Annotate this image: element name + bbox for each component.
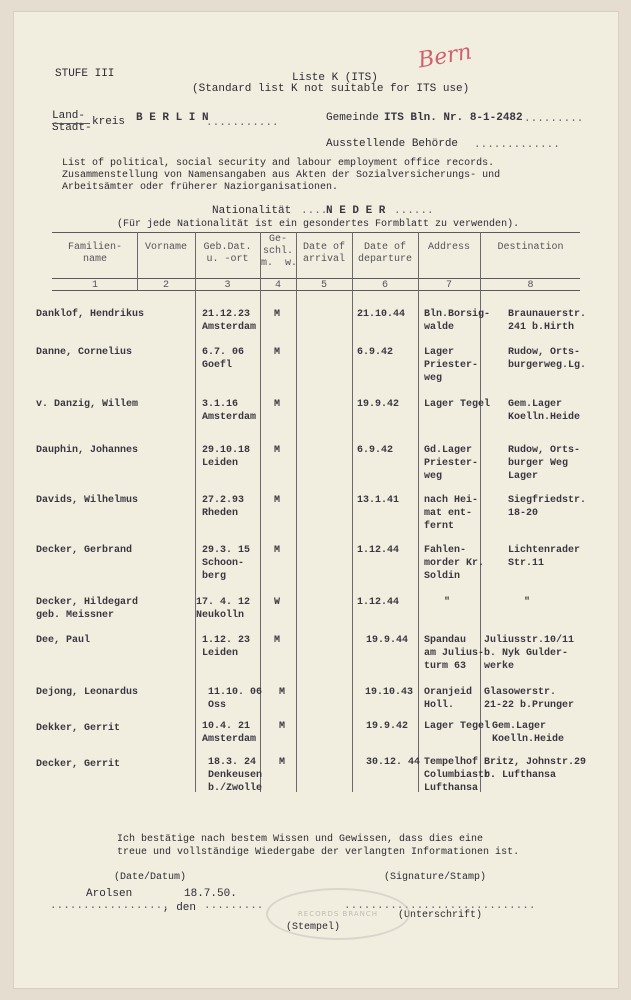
- row-11-departure: 30.12. 44: [366, 757, 421, 768]
- row-6-departure: 1.12.44: [357, 545, 400, 556]
- row-1-birth: 21.12.23 Amsterdam: [202, 309, 257, 333]
- row-9-departure: 19.10.43: [365, 687, 414, 698]
- col-num-5: 5: [320, 280, 327, 291]
- row-4-departure: 6.9.42: [357, 445, 394, 456]
- nationality-dots-2: ......: [394, 205, 434, 217]
- description-line-1: List of political, social security and labour employment office records.: [62, 158, 495, 169]
- row-7-destination: ": [524, 597, 531, 608]
- signature-dots: .............................: [344, 900, 536, 912]
- row-3-sex: M: [274, 399, 281, 410]
- row-10-destination: Gem.Lager Koelln.Heide: [492, 721, 565, 745]
- den-label: , den: [163, 902, 197, 914]
- row-4-sex: M: [274, 445, 281, 456]
- col-num-8: 8: [527, 280, 534, 291]
- ausstellende-dots: .............: [474, 139, 560, 151]
- table-top-border: [52, 232, 580, 233]
- row-5-destination: Siegfriedstr. 18-20: [508, 495, 587, 519]
- liste-subtitle: (Standard list K not suitable for ITS use): [192, 83, 470, 95]
- col-header-address: Address: [427, 242, 470, 253]
- stadt-label: Stadt-: [52, 122, 92, 134]
- col-num-4: 4: [274, 280, 281, 291]
- row-5-name: Davids, Wilhelmus: [36, 495, 139, 506]
- row-10-departure: 19.9.42: [366, 721, 409, 732]
- row-4-destination: Rudow, Orts- burger Weg Lager: [508, 445, 581, 482]
- nationality-label: Nationalität: [212, 205, 292, 217]
- row-8-departure: 19.9.44: [366, 635, 409, 646]
- row-2-destination: Rudow, Orts- burgerweg.Lg.: [508, 347, 587, 371]
- col-header-destination: Destination: [497, 242, 564, 253]
- row-6-address: Fahlen- morder Kr. Soldin: [424, 545, 485, 582]
- col-divider-5: [352, 232, 353, 792]
- col-num-6: 6: [381, 280, 388, 291]
- table-header-border: [52, 278, 580, 279]
- row-4-address: Gd.Lager Priester- weg: [424, 445, 479, 482]
- row-5-departure: 13.1.41: [357, 495, 400, 506]
- col-header-vorname: Vorname: [144, 242, 187, 253]
- gemeinde-value: ITS Bln. Nr. 8-1-2482: [384, 112, 523, 124]
- row-11-birth: 18.3. 24 Denkeusen b./Zwolle: [208, 757, 263, 794]
- row-5-birth: 27.2.93 Rheden: [202, 495, 245, 519]
- nationality-dots-1: ....: [301, 205, 328, 217]
- row-4-name: Dauphin, Johannes: [36, 445, 139, 456]
- row-8-birth: 1.12. 23 Leiden: [202, 635, 251, 659]
- row-8-destination: Juliusstr.10/11 b. Nyk Gulder- werke: [484, 635, 575, 672]
- row-3-birth: 3.1.16 Amsterdam: [202, 399, 257, 423]
- liste-title: Liste K (ITS): [292, 72, 378, 84]
- row-3-name: v. Danzig, Willem: [36, 399, 139, 410]
- col-num-3: 3: [224, 280, 231, 291]
- document-sheet: [14, 12, 618, 988]
- row-10-birth: 10.4. 21 Amsterdam: [202, 721, 257, 745]
- row-1-address: Bln.Borsig- walde: [424, 309, 491, 333]
- row-3-departure: 19.9.42: [357, 399, 400, 410]
- row-2-departure: 6.9.42: [357, 347, 394, 358]
- row-9-address: Oranjeid Holl.: [424, 687, 473, 711]
- row-11-name: Decker, Gerrit: [36, 759, 121, 770]
- row-6-birth: 29.3. 15 Schoon- berg: [202, 545, 251, 582]
- row-4-birth: 29.10.18 Leiden: [202, 445, 251, 469]
- row-10-address: Lager Tegel: [424, 721, 491, 732]
- row-11-destination: Britz, Johnstr.29 b. Lufthansa: [484, 757, 587, 781]
- row-3-destination: Gem.Lager Koelln.Heide: [508, 399, 581, 423]
- row-9-sex: M: [279, 687, 286, 698]
- col-header-arrival: Date of arrival: [302, 242, 345, 265]
- row-8-sex: M: [274, 635, 281, 646]
- kreis-dots: ...........: [206, 117, 279, 129]
- row-2-address: Lager Priester- weg: [424, 347, 479, 384]
- row-1-sex: M: [274, 309, 281, 320]
- gemeinde-label: Gemeinde: [326, 112, 379, 124]
- col-header-departure: Date of departure: [357, 242, 412, 265]
- row-2-birth: 6.7. 06 Goefl: [202, 347, 245, 371]
- row-9-destination: Glasowerstr. 21-22 b.Prunger: [484, 687, 575, 711]
- row-1-departure: 21.10.44: [357, 309, 406, 320]
- row-7-departure: 1.12.44: [357, 597, 400, 608]
- row-1-name: Danklof, Hendrikus: [36, 309, 145, 320]
- row-6-name: Decker, Gerbrand: [36, 545, 133, 556]
- signature-label: (Signature/Stamp): [384, 872, 487, 883]
- row-9-name: Dejong, Leonardus: [36, 687, 139, 698]
- stufe-label: STUFE III: [55, 68, 115, 80]
- col-divider-4: [296, 232, 297, 792]
- col-divider-2: [195, 232, 196, 792]
- col-num-2: 2: [162, 280, 169, 291]
- kreis-label: kreis: [92, 116, 126, 128]
- nationality-value: N E D E R: [326, 205, 386, 217]
- row-11-address: Tempelhof Columbiastr. Lufthansa: [424, 757, 497, 794]
- col-num-7: 7: [445, 280, 452, 291]
- strike-line: [52, 123, 90, 124]
- place-value: Arolsen: [86, 888, 133, 900]
- nationality-note: (Für jede Nationalität ist ein gesondertes Formblatt zu verwenden).: [117, 219, 520, 230]
- unterschrift-label: (Unterschrift): [398, 910, 483, 921]
- row-5-sex: M: [274, 495, 281, 506]
- col-header-geschlecht: Ge- schl. m. w.: [261, 234, 298, 269]
- confirmation-line-2: treue und vollständige Wiedergabe der verlangten Informationen ist.: [117, 847, 520, 858]
- date-value: 18.7.50.: [184, 888, 237, 900]
- row-7-name: Decker, Hildegard geb. Meissner: [36, 597, 139, 621]
- stamp-text: RECORDS BRANCH: [297, 910, 379, 918]
- row-7-address: ": [444, 597, 451, 608]
- kreis-value: B E R L I N: [136, 112, 209, 124]
- description-line-3: Arbeitsämter oder früherer Naziorganisationen.: [62, 182, 339, 193]
- row-10-name: Dekker, Gerrit: [36, 723, 121, 734]
- row-2-name: Danne, Cornelius: [36, 347, 133, 358]
- row-3-address: Lager Tegel: [424, 399, 491, 410]
- col-header-geburt: Geb.Dat. u. -ort: [203, 242, 252, 265]
- confirmation-line-1: Ich bestätige nach bestem Wissen und Gewissen, dass dies eine: [117, 834, 484, 845]
- ausstellende-label: Ausstellende Behörde: [326, 138, 459, 150]
- row-7-birth: 17. 4. 12 Neukolln: [196, 597, 251, 621]
- row-9-birth: 11.10. 06 Oss: [208, 687, 263, 711]
- row-6-destination: Lichtenrader Str.11: [508, 545, 581, 569]
- row-11-sex: M: [279, 757, 286, 768]
- records-branch-stamp: [266, 888, 410, 940]
- row-8-address: Spandau am Julius- turm 63: [424, 635, 485, 672]
- row-5-address: nach Hei- mat ent- fernt: [424, 495, 479, 532]
- row-8-name: Dee, Paul: [36, 635, 91, 646]
- row-1-destination: Braunauerstr. 241 b.Hirth: [508, 309, 587, 333]
- col-header-familienname: Familien- name: [67, 242, 122, 265]
- description-line-2: Zusammenstellung von Namensangaben aus Akten der Sozialversicherungs- und: [62, 170, 501, 181]
- row-10-sex: M: [279, 721, 286, 732]
- col-divider-6: [418, 232, 419, 792]
- col-num-1: 1: [91, 280, 98, 291]
- date-dots: .........: [204, 900, 264, 912]
- row-2-sex: M: [274, 347, 281, 358]
- date-label: (Date/Datum): [114, 872, 187, 883]
- gemeinde-dots: .........: [524, 113, 584, 125]
- stempel-label: (Stempel): [286, 922, 341, 933]
- land-label: Land-: [52, 110, 86, 122]
- place-dots: ..................: [50, 900, 169, 912]
- handwritten-mark: Bern: [416, 39, 474, 74]
- row-7-sex: W: [274, 597, 281, 608]
- row-6-sex: M: [274, 545, 281, 556]
